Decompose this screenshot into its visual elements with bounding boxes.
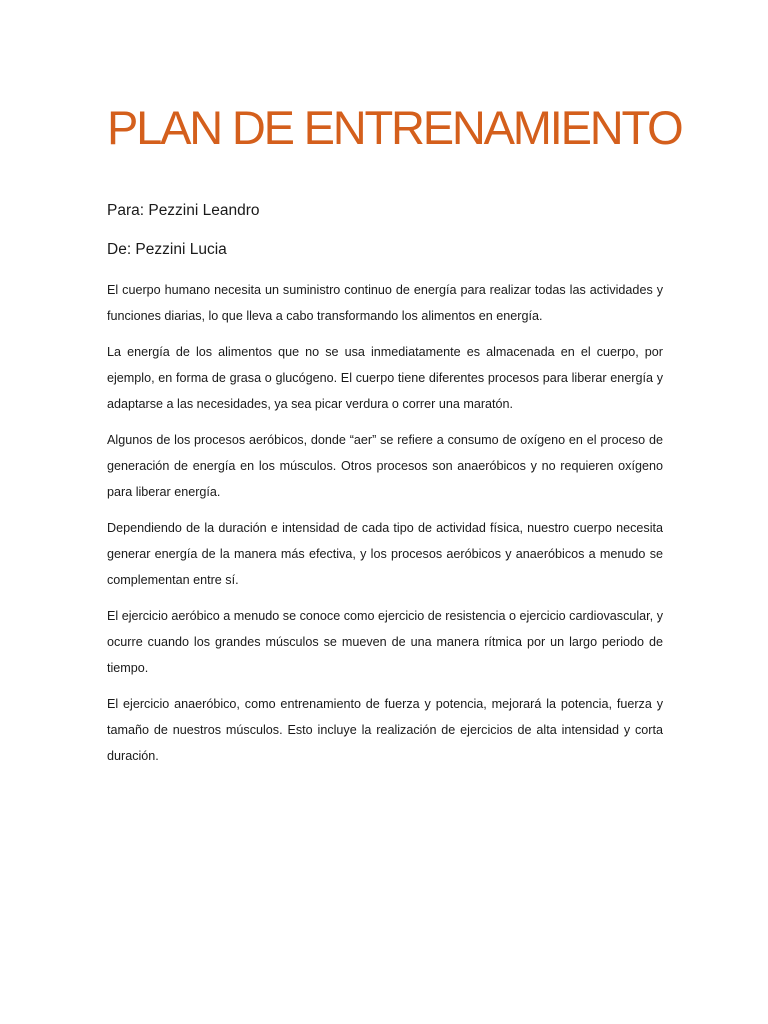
body-paragraph: Algunos de los procesos aeróbicos, donde “aer” se refiere a consumo de oxígeno en el proceso de generación de energía en los músculos. Otros procesos son anaeróbicos y no requieren oxígeno para liberar energía. <box>107 433 663 499</box>
document-title: PLAN DE ENTRENAMIENTO <box>107 101 682 154</box>
body-paragraph: El cuerpo humano necesita un suministro continuo de energía para realizar todas las actividades y funciones diarias, lo que lleva a cabo transformando los alimentos en energía. <box>107 283 663 323</box>
sender-line: De: Pezzini Lucia <box>107 241 227 258</box>
body-paragraph: Dependiendo de la duración e intensidad de cada tipo de actividad física, nuestro cuerpo necesita generar energía de la manera más efectiva, y los procesos aeróbicos y anaeróbicos a menudo se complementan entre sí. <box>107 521 663 587</box>
document-body <box>107 277 663 779</box>
recipient-line: Para: Pezzini Leandro <box>107 202 260 219</box>
body-paragraph: El ejercicio anaeróbico, como entrenamiento de fuerza y potencia, mejorará la potencia, fuerza y tamaño de nuestros músculos. Esto incluye la realización de ejercicios de alta intensidad y corta duración. <box>107 697 663 763</box>
body-paragraph: El ejercicio aeróbico a menudo se conoce como ejercicio de resistencia o ejercicio cardiovascular, y ocurre cuando los grandes músculos se mueven de una manera rítmica por un largo periodo de tiempo. <box>107 609 663 675</box>
body-paragraph: La energía de los alimentos que no se usa inmediatamente es almacenada en el cuerpo, por ejemplo, en forma de grasa o glucógeno. El cuerpo tiene diferentes procesos para liberar energía y adaptarse a las necesidades, ya sea picar verdura o correr una maratón. <box>107 345 663 411</box>
